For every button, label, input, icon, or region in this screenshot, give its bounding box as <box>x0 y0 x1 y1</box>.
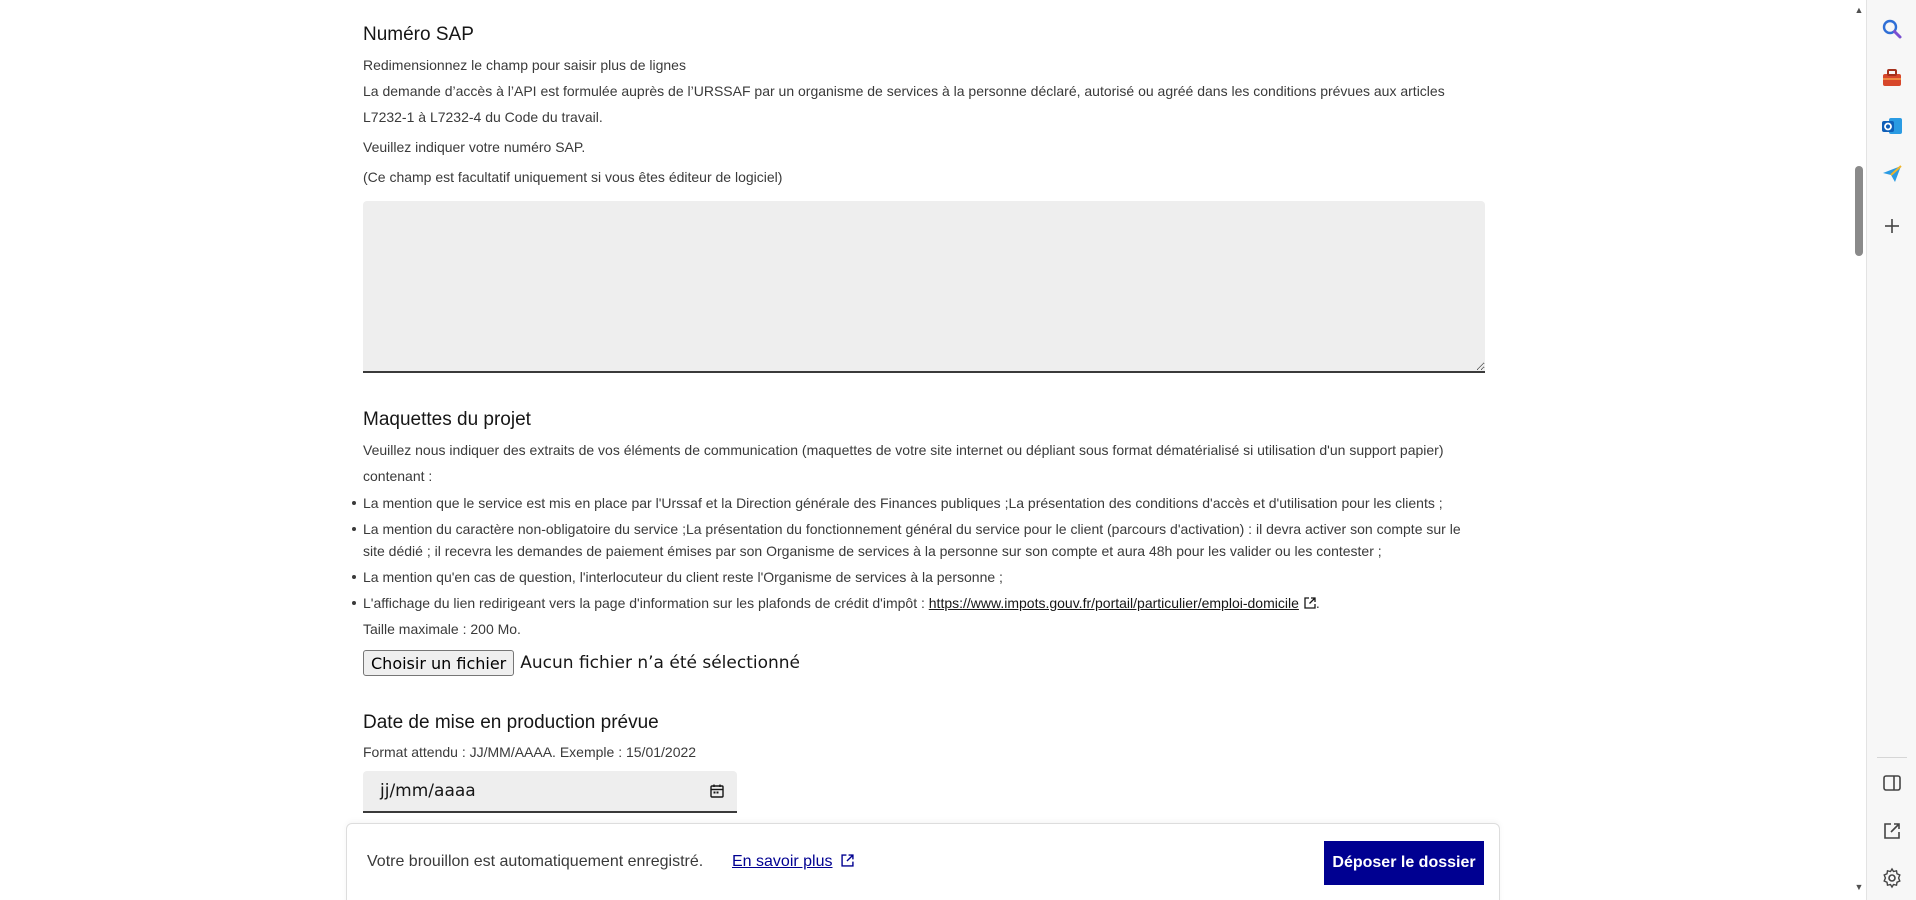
sap-hints <box>363 52 1485 190</box>
maquettes-label: Maquettes du projet <box>363 409 531 430</box>
maquettes-intro: Veuillez nous indiquer des extraits de vos éléments de communication (maquettes de votre site internet ou dépliant sous format dématérialisé si utilisation d'un support papier) contenant : <box>363 442 1444 484</box>
learn-more-link[interactable] <box>732 853 854 871</box>
plus-icon[interactable] <box>1880 214 1904 238</box>
draft-saved-text: Votre brouillon est automatiquement enregistré. <box>367 853 704 870</box>
sap-hint-resize: Redimensionnez le champ pour saisir plus de lignes <box>363 57 686 73</box>
learn-more-text: En savoir plus <box>732 853 833 870</box>
calendar-icon[interactable] <box>709 783 725 799</box>
date-hint-wrap <box>363 739 1485 765</box>
link-item-prefix: L'affichage du lien redirigeant vers la page d'information sur les plafonds de crédit d'impôt : <box>363 595 929 611</box>
choose-file-button[interactable]: Choisir un fichier <box>363 650 514 676</box>
submit-dossier-button[interactable]: Déposer le dossier <box>1324 841 1484 885</box>
date-input[interactable] <box>363 771 737 813</box>
list-item <box>363 592 1485 614</box>
split-screen-icon[interactable] <box>1880 771 1904 795</box>
open-external-icon[interactable] <box>1880 819 1904 843</box>
impots-link-text: https://www.impots.gouv.fr/portail/particulier/emploi-domicile <box>928 595 1299 611</box>
outlook-icon[interactable] <box>1880 114 1904 138</box>
scroll-down-icon[interactable]: ▼ <box>1854 882 1864 892</box>
sidebar-divider <box>1877 757 1907 758</box>
date-label: Date de mise en production prévue <box>363 712 659 733</box>
date-placeholder: jj/mm/aaaa <box>380 781 476 801</box>
link-item-suffix: . <box>1315 595 1320 611</box>
settings-icon[interactable] <box>1880 866 1904 890</box>
external-link-icon <box>1304 597 1316 609</box>
sap-hint-ask: Veuillez indiquer votre numéro SAP. <box>363 139 586 155</box>
send-icon[interactable] <box>1880 162 1904 186</box>
file-status: Aucun fichier n’a été sélectionné <box>520 653 800 673</box>
maquettes-intro-wrap <box>363 437 1485 489</box>
sap-textarea[interactable] <box>363 201 1485 373</box>
toolbox-icon[interactable] <box>1880 66 1904 90</box>
date-header <box>363 710 1485 736</box>
external-link-icon <box>841 854 854 867</box>
sap-field-header <box>363 22 1485 48</box>
date-hint: Format attendu : JJ/MM/AAAA. Exemple : 15/01/2022 <box>363 744 697 760</box>
list-item: La mention que le service est mis en place par l'Urssaf et la Direction générale des Finances publiques ;La présentation des conditions d'accès et d'utilisation pour les clients ; <box>363 492 1485 514</box>
scroll-thumb[interactable] <box>1855 166 1863 256</box>
impots-link[interactable] <box>929 595 1316 611</box>
page-scrollbar[interactable] <box>1853 0 1865 900</box>
list-item: La mention du caractère non-obligatoire du service ;La présentation du fonctionnement général du service pour le client (parcours d'activation) : il devra activer son compte sur le site dédié ; il recevra les demandes de paiement émises par son Organisme de services à la personne sur son compte et aura 48h pour les valider ou les contester ; <box>363 518 1485 562</box>
maquettes-requirements-list <box>363 492 1485 618</box>
browser-sidebar <box>1866 0 1916 900</box>
max-size-hint: Taille maximale : 200 Mo. <box>363 621 521 637</box>
maquettes-header <box>363 407 1485 433</box>
list-item: La mention qu'en cas de question, l'interlocuteur du client reste l'Organisme de services à la personne ; <box>363 566 1485 588</box>
max-size-wrap <box>363 616 1485 642</box>
scroll-up-icon[interactable]: ▲ <box>1854 5 1864 15</box>
search-icon[interactable] <box>1880 17 1904 41</box>
sap-label: Numéro SAP <box>363 24 474 45</box>
file-upload <box>363 650 800 676</box>
draft-footer-bar <box>346 823 1500 900</box>
sap-hint-optional: (Ce champ est facultatif uniquement si vous êtes éditeur de logiciel) <box>363 169 783 185</box>
sap-hint-description: La demande d’accès à l’API est formulée auprès de l’URSSAF par un organisme de services à la personne déclaré, autorisé ou agréé dans les conditions prévues aux articles L7232-1 à L7232-4 du Code du travail. <box>363 83 1445 125</box>
